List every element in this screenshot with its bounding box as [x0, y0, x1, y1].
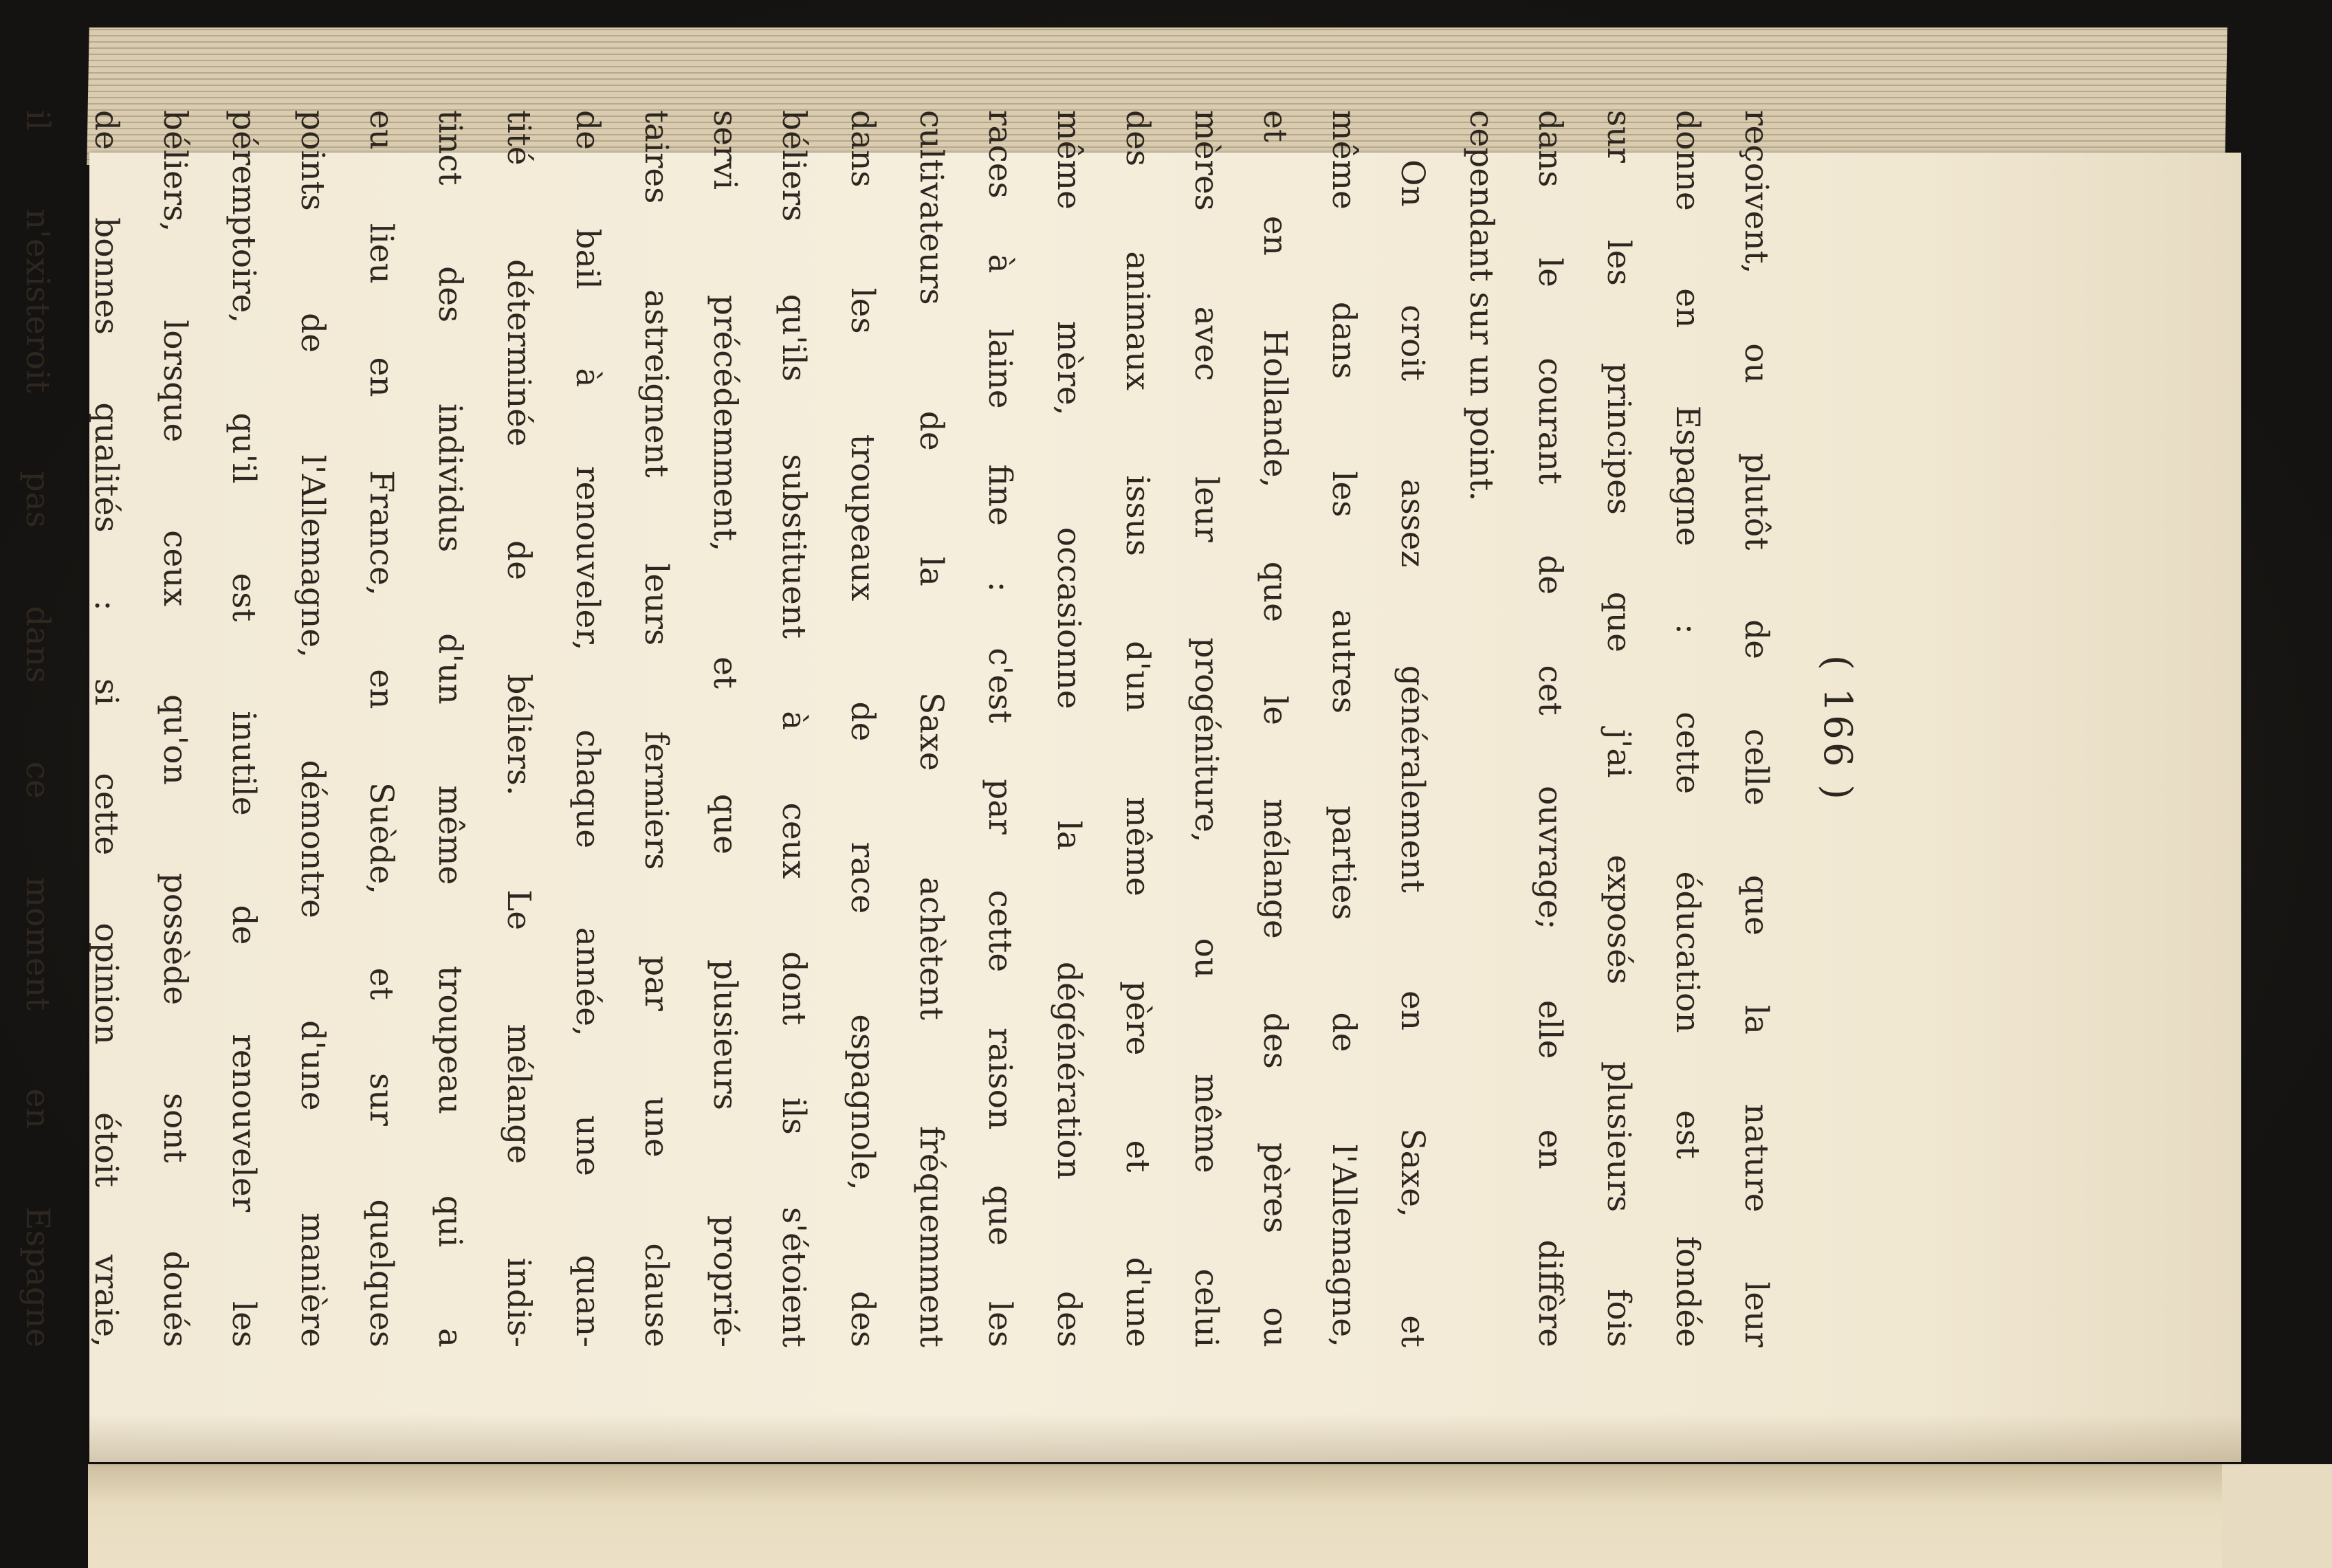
text-line: péremptoire, qu'il est inutile de renouveler les: [225, 110, 263, 1347]
text-line: cultivateurs de la Saxe achètent fréquemment: [912, 110, 950, 1347]
text-line: reçoivent, ou plutôt de celle que la nature leur: [1737, 110, 1775, 1347]
text-line: il n'existeroit pas dans ce moment en Espagne: [19, 110, 56, 1347]
text-line: tinct des individus d'un même troupeau qui a: [431, 110, 469, 1347]
text-line: même mère, occasionne la dégénération des: [1050, 110, 1088, 1347]
text-line: servi précédemment, et que plusieurs proprié-: [706, 110, 744, 1347]
text-line: des animaux issus d'un même père et d'une: [1119, 110, 1156, 1347]
text-line: eu lieu en France, en Suède, et sur quelques: [362, 110, 400, 1347]
text-line: On croit assez généralement en Saxe, et: [1394, 159, 1431, 1347]
text-line: [0, 110, 3, 1347]
text-line: de bonnes qualités : si cette opinion étoit vraie,: [87, 110, 125, 1347]
next-page-corner: [2222, 1464, 2332, 1568]
text-line: béliers qu'ils substituent à ceux dont ils s'étoient: [775, 110, 813, 1347]
text-line: points de l'Allemagne, démontre d'une manière: [294, 110, 331, 1347]
page-text-block: [19, 110, 1860, 1347]
text-line: taires astreignent leurs fermiers par une clause: [637, 110, 675, 1347]
text-line: béliers, lorsque ceux qu'on possède sont doués: [156, 110, 194, 1347]
text-line: mères avec leur progéniture, ou même celui: [1187, 110, 1225, 1347]
text-line: dans les troupeaux de race espagnole, des: [844, 110, 881, 1347]
paragraph-1: [1446, 110, 1790, 1347]
text-line: tité déterminée de béliers. Le mélange indis-: [500, 110, 538, 1347]
text-line: sur les principes que j'ai exposés plusieurs fois: [1600, 110, 1638, 1347]
text-line: et en Hollande, que le mélange des pères ou: [1256, 110, 1294, 1347]
text-line: dans le courant de cet ouvrage; elle en diffère: [1531, 110, 1569, 1347]
page-number: ( 166 ): [1815, 654, 1860, 803]
spine-shadow: [89, 1414, 2241, 1462]
text-line: même dans les autres parties de l'Allemagne,: [1325, 110, 1363, 1347]
text-line: races à laine fine : c'est par cette raison que les: [981, 110, 1019, 1347]
text-line: de bail à renouveler, chaque année, une quan-: [569, 110, 606, 1347]
text-line: donne en Espagne : cette éducation est fondée: [1669, 110, 1706, 1347]
paragraph-2: [0, 110, 1446, 1347]
text-line: cependant sur un point.: [1462, 110, 1500, 502]
next-page: [88, 1464, 2226, 1568]
